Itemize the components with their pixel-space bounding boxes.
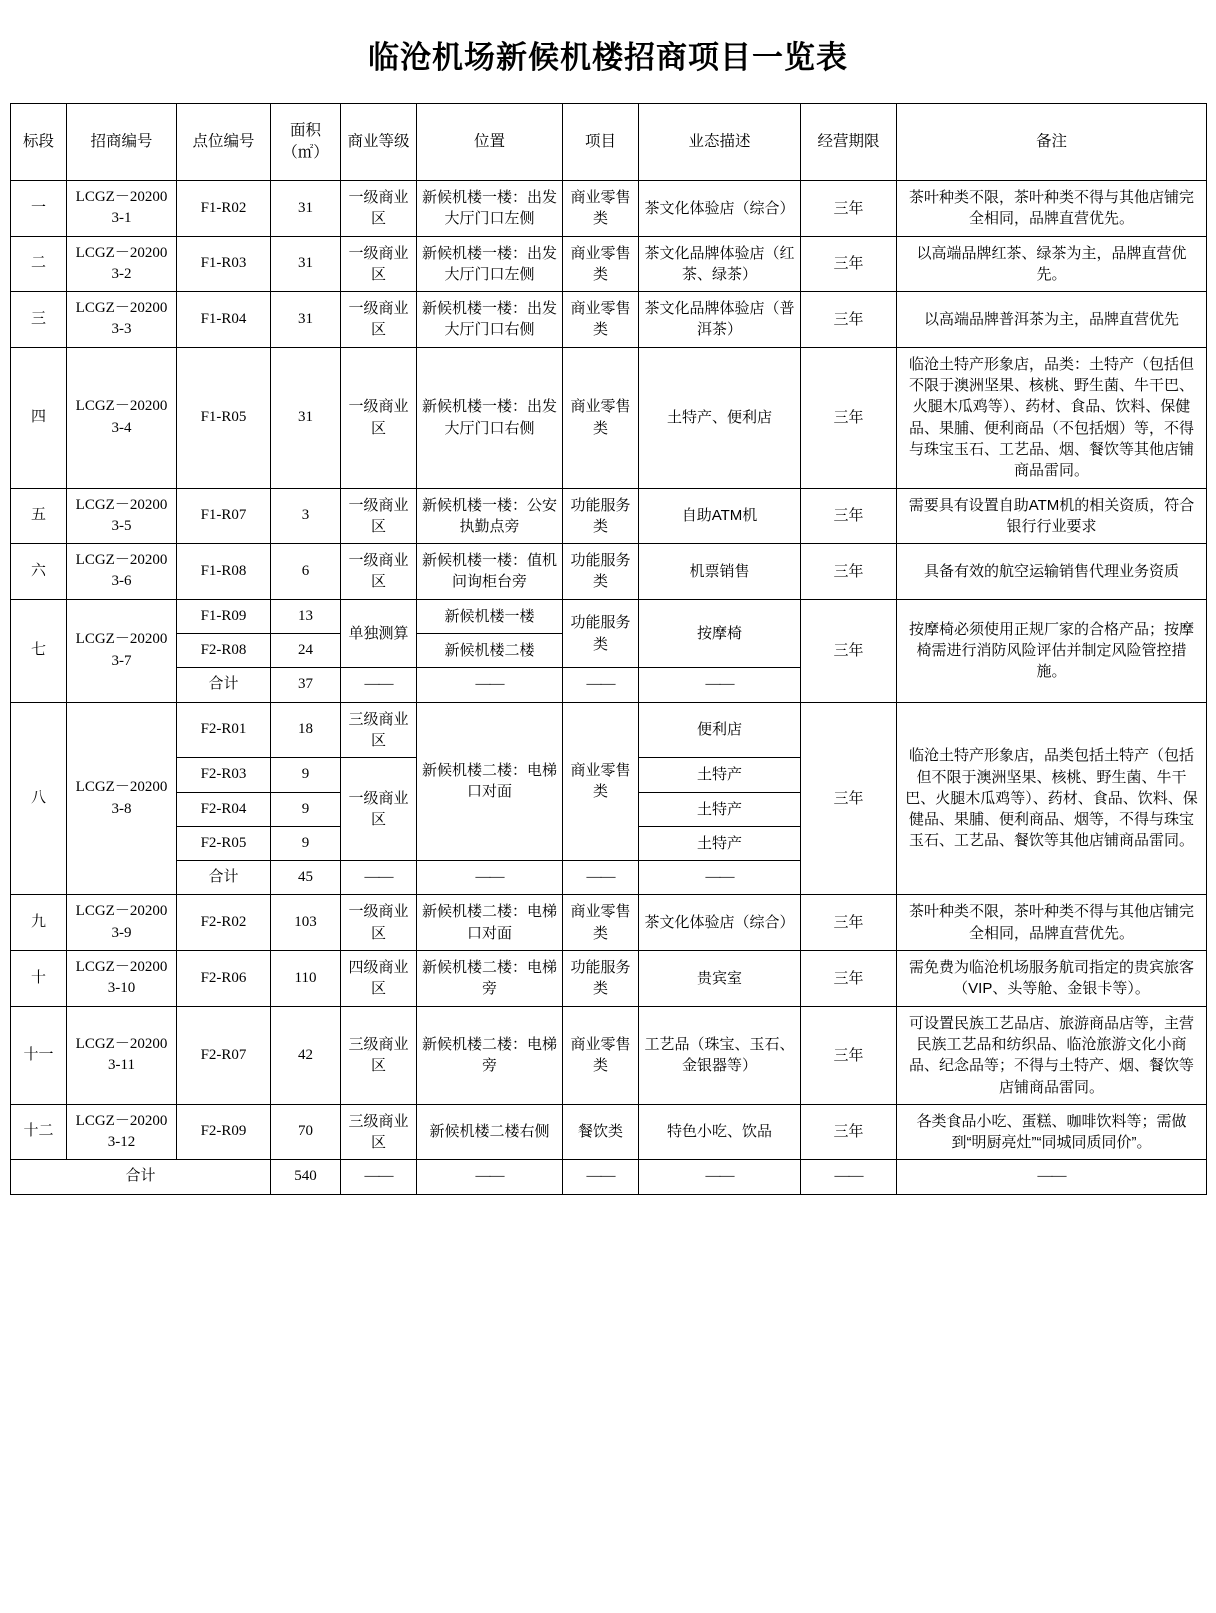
- page-title: 临沧机场新候机楼招商项目一览表: [368, 40, 848, 75]
- cell-location: 新候机楼一楼：出发大厅门口左侧: [417, 236, 563, 292]
- cell-project: 商业零售类: [563, 702, 639, 860]
- table-row-total: [11, 1160, 1207, 1194]
- cell-term: 三年: [801, 488, 897, 544]
- cell-note: 可设置民族工艺品店、旅游商品店等，主营民族工艺品和纺织品、临沧旅游文化小商品、纪念品等；不得与土特产、烟、餐饮等店铺商品雷同。: [897, 1006, 1207, 1104]
- table-row: [11, 181, 1207, 237]
- table-row: [11, 236, 1207, 292]
- cell-grade: 一级商业区: [341, 488, 417, 544]
- cell-point-no: F2-R06: [177, 951, 271, 1007]
- cell-point-no: F2-R08: [177, 634, 271, 668]
- cell-project: 商业零售类: [563, 895, 639, 951]
- cell-area: 31: [271, 347, 341, 488]
- cell-point-no: F1-R09: [177, 599, 271, 633]
- cell-project: 功能服务类: [563, 488, 639, 544]
- cell-note: 具备有效的航空运输销售代理业务资质: [897, 544, 1207, 600]
- table-row: [11, 1006, 1207, 1104]
- cell-point-no: F2-R01: [177, 702, 271, 758]
- cell-invite-no: LCGZ－202003-3: [67, 292, 177, 348]
- cell-grade: 一级商业区: [341, 544, 417, 600]
- cell-bid: 九: [11, 895, 67, 951]
- cell-location-dash: ——: [417, 668, 563, 702]
- cell-total-label: 合计: [11, 1160, 271, 1194]
- cell-area: 18: [271, 702, 341, 758]
- cell-point-no: F2-R07: [177, 1006, 271, 1104]
- cell-business-desc: 土特产: [639, 826, 801, 860]
- cell-total-business-dash: ——: [639, 1160, 801, 1194]
- cell-business-dash: ——: [639, 861, 801, 895]
- cell-point-no: F1-R03: [177, 236, 271, 292]
- cell-note: 需免费为临沧机场服务航司指定的贵宾旅客（VIP、头等舱、金银卡等）。: [897, 951, 1207, 1007]
- cell-area: 9: [271, 758, 341, 792]
- header-grade: 商业等级: [341, 104, 417, 181]
- cell-invite-no: LCGZ－202003-1: [67, 181, 177, 237]
- cell-total-area: 540: [271, 1160, 341, 1194]
- cell-note: 以高端品牌红茶、绿茶为主，品牌直营优先。: [897, 236, 1207, 292]
- cell-subtotal-label: 合计: [177, 861, 271, 895]
- cell-subtotal-area: 37: [271, 668, 341, 702]
- cell-area: 31: [271, 236, 341, 292]
- cell-grade-dash: ——: [341, 668, 417, 702]
- cell-note: 临沧土特产形象店，品类：土特产（包括但不限于澳洲坚果、核桃、野生菌、牛干巴、火腿木瓜鸡等）、药材、食品、饮料、保健品、果脯、便利商品（不包括烟）等，不得与珠宝玉石、工艺品、烟、餐饮等其他店铺商品雷同。: [897, 347, 1207, 488]
- cell-term: 三年: [801, 347, 897, 488]
- cell-note: 茶叶种类不限，茶叶种类不得与其他店铺完全相同，品牌直营优先。: [897, 895, 1207, 951]
- cell-total-grade-dash: ——: [341, 1160, 417, 1194]
- cell-business-desc: 茶文化体验店（综合）: [639, 895, 801, 951]
- cell-location: 新候机楼一楼：出发大厅门口右侧: [417, 347, 563, 488]
- cell-project: 餐饮类: [563, 1104, 639, 1160]
- cell-point-no: F2-R05: [177, 826, 271, 860]
- cell-bid: 三: [11, 292, 67, 348]
- cell-area: 42: [271, 1006, 341, 1104]
- cell-point-no: F1-R07: [177, 488, 271, 544]
- cell-business-desc: 贵宾室: [639, 951, 801, 1007]
- cell-business-desc: 特色小吃、饮品: [639, 1104, 801, 1160]
- cell-note: 临沧土特产形象店，品类包括土特产（包括但不限于澳洲坚果、核桃、野生菌、牛干巴、火腿木瓜鸡等）、药材、食品、饮料、保健品、果脯、便利商品、烟等，不得与珠宝玉石、工艺品、餐饮等其他店铺商品雷同。: [897, 702, 1207, 895]
- cell-project: 商业零售类: [563, 1006, 639, 1104]
- table-row: [11, 1104, 1207, 1160]
- cell-area: 103: [271, 895, 341, 951]
- cell-project-dash: ——: [563, 861, 639, 895]
- cell-business-desc: 茶文化品牌体验店（红茶、绿茶）: [639, 236, 801, 292]
- table-row: [11, 347, 1207, 488]
- cell-business-desc: 工艺品（珠宝、玉石、金银器等）: [639, 1006, 801, 1104]
- cell-bid: 五: [11, 488, 67, 544]
- cell-grade: 一级商业区: [341, 347, 417, 488]
- cell-point-no: F1-R08: [177, 544, 271, 600]
- cell-business-desc: 便利店: [639, 702, 801, 758]
- cell-grade: 三级商业区: [341, 1006, 417, 1104]
- cell-project: 商业零售类: [563, 292, 639, 348]
- cell-invite-no: LCGZ－202003-4: [67, 347, 177, 488]
- cell-project: 商业零售类: [563, 181, 639, 237]
- cell-location: 新候机楼一楼：出发大厅门口右侧: [417, 292, 563, 348]
- cell-point-no: F1-R02: [177, 181, 271, 237]
- cell-location: 新候机楼二楼：电梯旁: [417, 1006, 563, 1104]
- cell-business-desc: 土特产、便利店: [639, 347, 801, 488]
- cell-area: 9: [271, 792, 341, 826]
- cell-grade-dash: ——: [341, 861, 417, 895]
- cell-point-no: F2-R03: [177, 758, 271, 792]
- cell-project: 功能服务类: [563, 599, 639, 668]
- cell-area: 110: [271, 951, 341, 1007]
- cell-subtotal-label: 合计: [177, 668, 271, 702]
- cell-invite-no: LCGZ－202003-6: [67, 544, 177, 600]
- cell-area: 13: [271, 599, 341, 633]
- cell-invite-no: LCGZ－202003-11: [67, 1006, 177, 1104]
- cell-location: 新候机楼一楼：值机问询柜台旁: [417, 544, 563, 600]
- cell-point-no: F2-R04: [177, 792, 271, 826]
- cell-location: 新候机楼一楼：公安执勤点旁: [417, 488, 563, 544]
- cell-invite-no: LCGZ－202003-7: [67, 599, 177, 702]
- cell-location: 新候机楼二楼: [417, 634, 563, 668]
- cell-total-note-dash: ——: [897, 1160, 1207, 1194]
- cell-term: 三年: [801, 181, 897, 237]
- cell-grade: 一级商业区: [341, 895, 417, 951]
- cell-location: 新候机楼一楼：出发大厅门口左侧: [417, 181, 563, 237]
- header-invite-no: 招商编号: [67, 104, 177, 181]
- cell-business-desc: 土特产: [639, 758, 801, 792]
- header-project: 项目: [563, 104, 639, 181]
- cell-bid: 十一: [11, 1006, 67, 1104]
- cell-subtotal-area: 45: [271, 861, 341, 895]
- cell-grade: 一级商业区: [341, 236, 417, 292]
- cell-term: 三年: [801, 702, 897, 895]
- cell-bid: 十: [11, 951, 67, 1007]
- cell-point-no: F1-R04: [177, 292, 271, 348]
- cell-total-location-dash: ——: [417, 1160, 563, 1194]
- cell-term: 三年: [801, 599, 897, 702]
- cell-grade: 单独测算: [341, 599, 417, 668]
- cell-term: 三年: [801, 236, 897, 292]
- cell-grade: 一级商业区: [341, 292, 417, 348]
- investment-projects-table: [10, 103, 1207, 1195]
- table-row: [11, 951, 1207, 1007]
- cell-project: 商业零售类: [563, 236, 639, 292]
- table-row: [11, 599, 1207, 633]
- cell-note: 以高端品牌普洱茶为主，品牌直营优先: [897, 292, 1207, 348]
- cell-total-term-dash: ——: [801, 1160, 897, 1194]
- cell-term: 三年: [801, 895, 897, 951]
- cell-area: 24: [271, 634, 341, 668]
- cell-bid: 八: [11, 702, 67, 895]
- cell-location-dash: ——: [417, 861, 563, 895]
- cell-bid: 十二: [11, 1104, 67, 1160]
- cell-point-no: F2-R02: [177, 895, 271, 951]
- header-location: 位置: [417, 104, 563, 181]
- cell-bid: 二: [11, 236, 67, 292]
- cell-business-desc: 茶文化体验店（综合）: [639, 181, 801, 237]
- cell-project: 功能服务类: [563, 951, 639, 1007]
- cell-bid: 六: [11, 544, 67, 600]
- cell-project: 功能服务类: [563, 544, 639, 600]
- cell-grade: 一级商业区: [341, 181, 417, 237]
- header-point-no: 点位编号: [177, 104, 271, 181]
- table-row: [11, 702, 1207, 758]
- cell-area: 3: [271, 488, 341, 544]
- cell-note: 茶叶种类不限，茶叶种类不得与其他店铺完全相同，品牌直营优先。: [897, 181, 1207, 237]
- cell-grade: 四级商业区: [341, 951, 417, 1007]
- cell-business-desc: 机票销售: [639, 544, 801, 600]
- cell-location: 新候机楼二楼：电梯口对面: [417, 702, 563, 860]
- cell-invite-no: LCGZ－202003-9: [67, 895, 177, 951]
- cell-bid: 七: [11, 599, 67, 702]
- cell-note: 按摩椅必须使用正规厂家的合格产品；按摩椅需进行消防风险评估并制定风险管控措施。: [897, 599, 1207, 702]
- cell-business-desc: 自助ATM机: [639, 488, 801, 544]
- cell-term: 三年: [801, 1006, 897, 1104]
- cell-note: 需要具有设置自助ATM机的相关资质，符合银行行业要求: [897, 488, 1207, 544]
- table-header-row: [11, 104, 1207, 181]
- table-row: [11, 895, 1207, 951]
- table-row: [11, 544, 1207, 600]
- cell-area: 31: [271, 292, 341, 348]
- cell-business-desc: 按摩椅: [639, 599, 801, 668]
- cell-invite-no: LCGZ－202003-2: [67, 236, 177, 292]
- cell-location: 新候机楼二楼：电梯旁: [417, 951, 563, 1007]
- cell-location: 新候机楼一楼: [417, 599, 563, 633]
- table-row: [11, 292, 1207, 348]
- header-business-desc: 业态描述: [639, 104, 801, 181]
- cell-area: 6: [271, 544, 341, 600]
- cell-invite-no: LCGZ－202003-5: [67, 488, 177, 544]
- cell-point-no: F2-R09: [177, 1104, 271, 1160]
- header-area: 面积（㎡）: [271, 104, 341, 181]
- cell-note: 各类食品小吃、蛋糕、咖啡饮料等；需做到“明厨亮灶”“同城同质同价”。: [897, 1104, 1207, 1160]
- cell-grade: 三级商业区: [341, 702, 417, 758]
- cell-bid: 四: [11, 347, 67, 488]
- cell-area: 31: [271, 181, 341, 237]
- table-row: [11, 488, 1207, 544]
- cell-location: 新候机楼二楼：电梯口对面: [417, 895, 563, 951]
- cell-business-desc: 茶文化品牌体验店（普洱茶）: [639, 292, 801, 348]
- cell-term: 三年: [801, 292, 897, 348]
- cell-point-no: F1-R05: [177, 347, 271, 488]
- cell-project-dash: ——: [563, 668, 639, 702]
- cell-business-desc: 土特产: [639, 792, 801, 826]
- header-bid: 标段: [11, 104, 67, 181]
- cell-bid: 一: [11, 181, 67, 237]
- cell-project: 商业零售类: [563, 347, 639, 488]
- cell-invite-no: LCGZ－202003-12: [67, 1104, 177, 1160]
- cell-term: 三年: [801, 544, 897, 600]
- cell-area: 9: [271, 826, 341, 860]
- header-note: 备注: [897, 104, 1207, 181]
- cell-location: 新候机楼二楼右侧: [417, 1104, 563, 1160]
- cell-term: 三年: [801, 951, 897, 1007]
- cell-invite-no: LCGZ－202003-10: [67, 951, 177, 1007]
- cell-term: 三年: [801, 1104, 897, 1160]
- cell-grade: 一级商业区: [341, 758, 417, 861]
- cell-invite-no: LCGZ－202003-8: [67, 702, 177, 895]
- cell-total-project-dash: ——: [563, 1160, 639, 1194]
- header-term: 经营期限: [801, 104, 897, 181]
- cell-area: 70: [271, 1104, 341, 1160]
- cell-business-dash: ——: [639, 668, 801, 702]
- cell-grade: 三级商业区: [341, 1104, 417, 1160]
